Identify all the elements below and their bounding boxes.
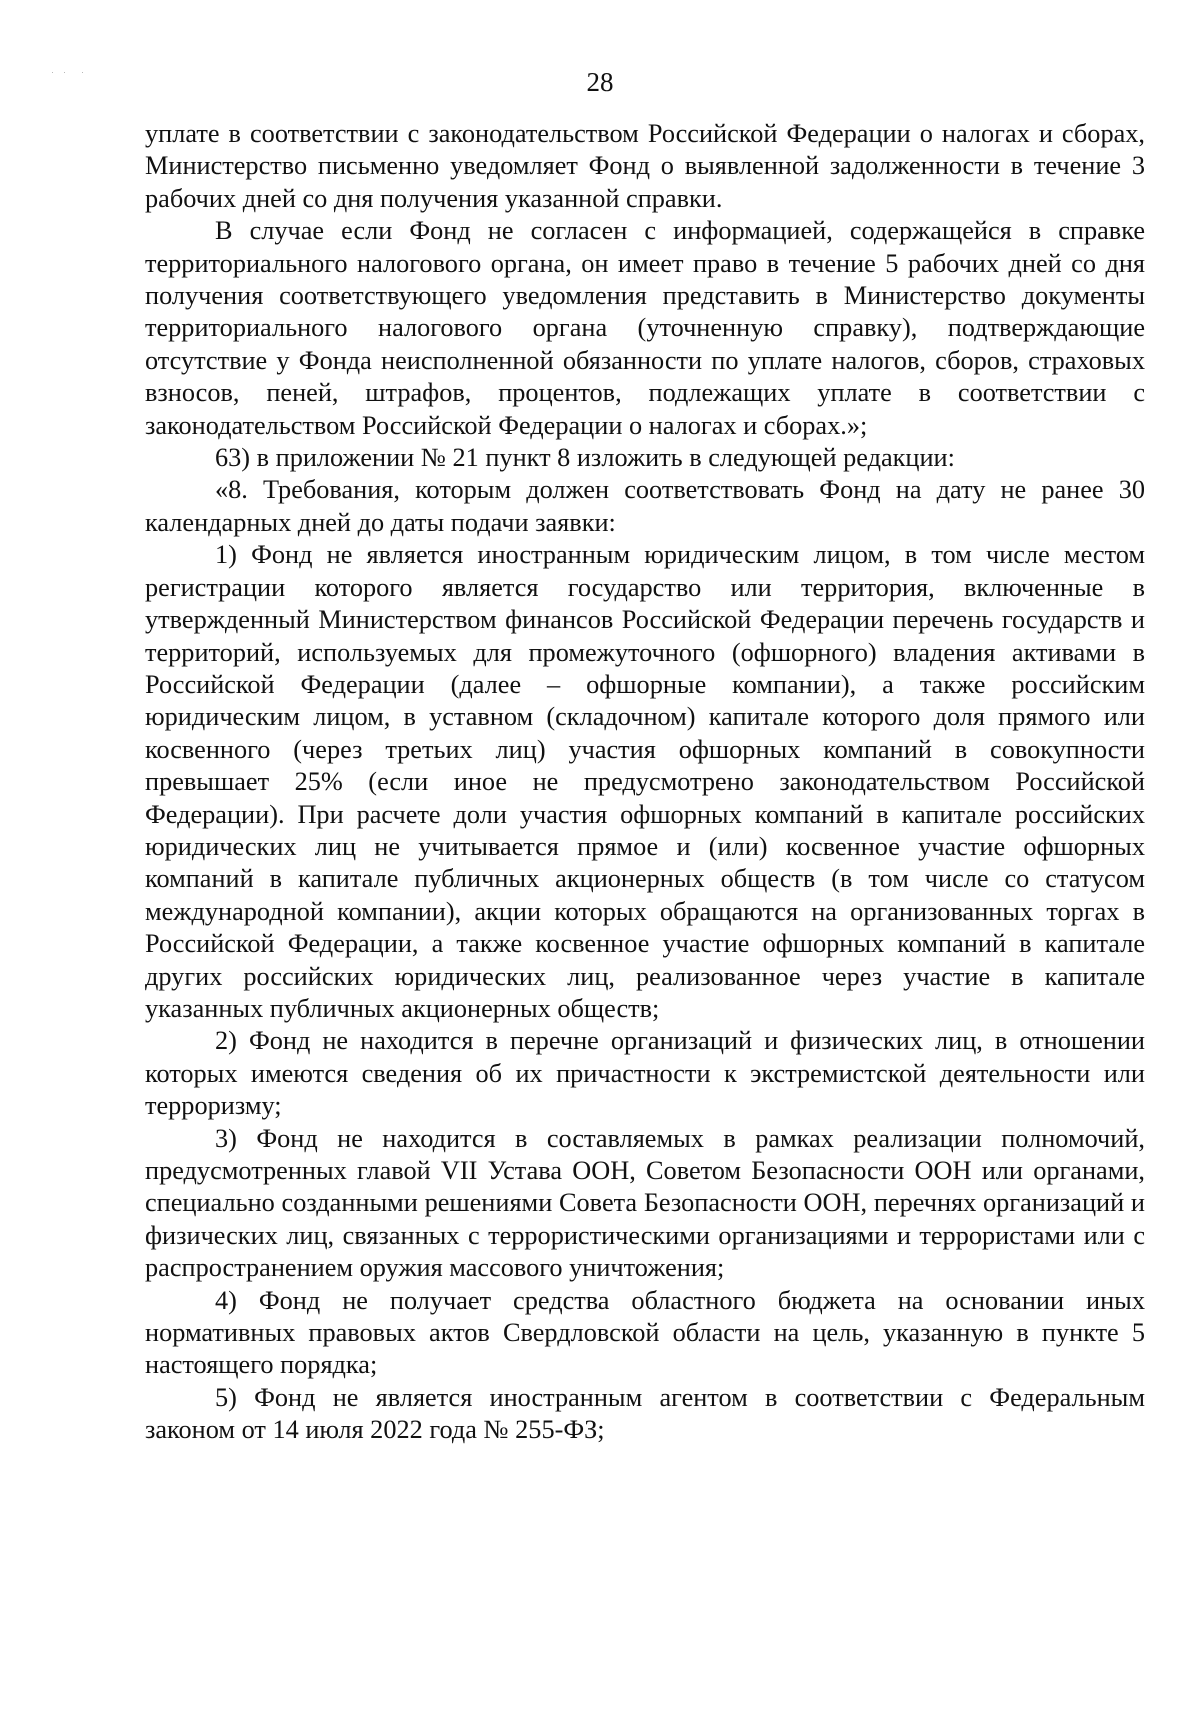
paragraph-continuation: уплате в соответствии с законодательством Российской Федерации о налогах и сборах, Министерство письменно уведомляет Фонд о выявленной задолженности в течение 3 рабочих дней со дня получения указанной справки. — [145, 119, 1145, 213]
paragraph-requirements-intro: «8. Требования, которым должен соответствовать Фонд на дату не ранее 30 календарных дней до даты подачи заявки: — [145, 475, 1145, 537]
paragraph-requirement-1: 1) Фонд не является иностранным юридическим лицом, в том числе местом регистрации которого является государство или территория, включенные в утвержденный Министерством финансов Российской Федерации перечень государств и территорий, используемых для промежуточного (офшорного) владения активами в Российской Федерации (далее – офшорные компании), а также российским юридическим лицом, в уставном (складочном) капитале которого доля прямого или косвенного (через третьих лиц) участия офшорных компаний в совокупности превышает 25% (если иное не предусмотрено законодательством Российской Федерации). При расчете доли участия офшорных компаний в капитале российских юридических лиц не учитывается прямое и (или) косвенное участие офшорных компаний в капитале публичных акционерных обществ (в том числе со статусом международной компании), акции которых обращаются на организованных торгах в Российской Федерации, а также косвенное участие офшорных компаний в капитале других российских юридических лиц, реализованное через участие в капитале указанных публичных акционерных обществ; — [145, 540, 1145, 1023]
paragraph-requirement-4: 4) Фонд не получает средства областного бюджета на основании иных нормативных правовых актов Свердловской области на цель, указанную в пункте 5 настоящего порядка; — [145, 1285, 1145, 1380]
paragraph-requirement-3: 3) Фонд не находится в составляемых в рамках реализации полномочий, предусмотренных главой VII Устава ООН, Советом Безопасности ООН или органами, специально созданными решениями Совета Безопасности ООН, перечнях организаций и физических лиц, связанных с террористическими организациями и террористами или с распространением оружия массового уничтожения; — [145, 1123, 1145, 1283]
paragraph-fund-disagreement: В случае если Фонд не согласен с информацией, содержащейся в справке территориального налогового органа, он имеет право в течение 5 рабочих дней со дня получения соответствующего уведомления представить в Министерство документы территориального налогового органа (уточненную справку), подтверждающие отсутствие у Фонда неисполненной обязанности по уплате налогов, сборов, страховых взносов, пеней, штрафов, процентов, подлежащих уплате в соответствии с законодательством Российской Федерации о налогах и сборах.»; — [145, 216, 1145, 440]
paragraph-requirement-2: 2) Фонд не находится в перечне организаций и физических лиц, в отношении которых имеются сведения об их причастности к экстремистской деятельности или терроризму; — [145, 1026, 1145, 1121]
document-body — [145, 118, 1145, 1447]
paragraph-item-63: 63) в приложении № 21 пункт 8 изложить в следующей редакции: — [215, 443, 955, 473]
page-number: 28 — [586, 67, 614, 97]
paragraph-requirement-5: 5) Фонд не является иностранным агентом в соответствии с Федеральным законом от 14 июля 2022 года № 255-ФЗ; — [145, 1382, 1145, 1445]
